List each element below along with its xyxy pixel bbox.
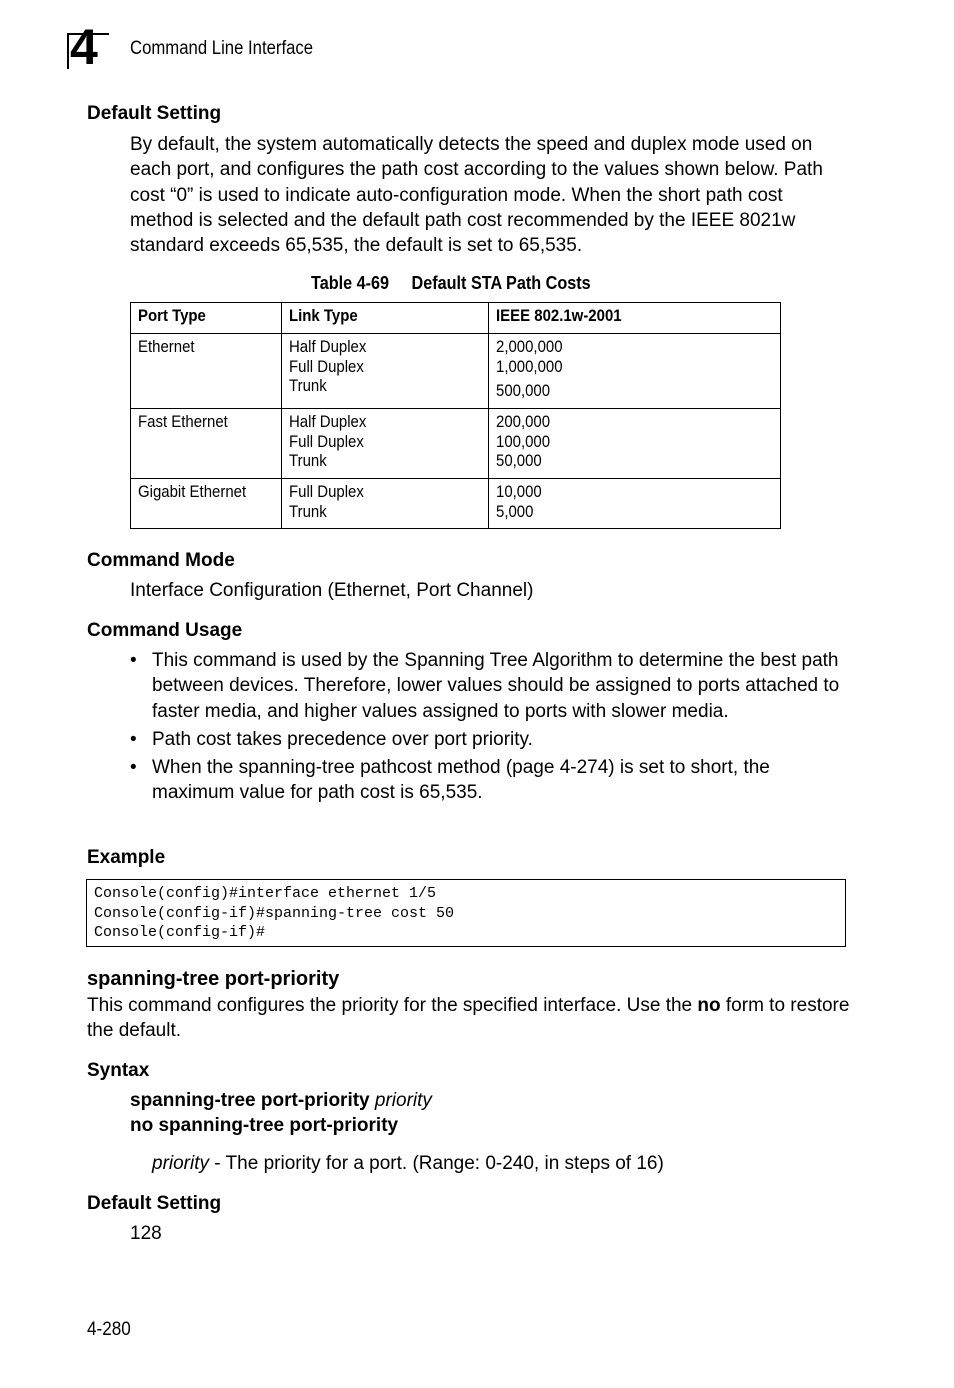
command-usage-heading: Command Usage xyxy=(87,620,243,641)
chapter-number: 4 xyxy=(70,19,97,75)
table-row xyxy=(131,479,781,529)
code-example xyxy=(86,879,846,947)
example-heading: Example xyxy=(87,847,166,868)
running-header-title: Command Line Interface xyxy=(130,38,314,59)
table-cell-link-type: Full Duplex Trunk xyxy=(281,479,488,529)
table-caption: Table 4-69 Default STA Path Costs xyxy=(311,273,591,293)
default-setting-paragraph: By default, the system automatically detects the speed and duplex mode used on each port, and configures the path cost according to the values shown below. Path cost “0” is used to indicate auto-configuration mode. When the short path cost method is selected and the default path cost recommended by the IEEE 8021w standard exceeds 65,535, the default is set to 65,535. xyxy=(130,134,823,257)
path-cost-table xyxy=(130,302,781,529)
command-mode-text: Interface Configuration (Ethernet, Port Channel) xyxy=(130,580,534,601)
table-cell-link-type: Half Duplex Full Duplex Trunk xyxy=(281,334,488,409)
table-cell-port-type: Ethernet xyxy=(131,334,282,409)
column-header: Port Type xyxy=(131,303,282,334)
table-cell-cost: 200,000 100,000 50,000 xyxy=(488,409,780,479)
syntax-line-2: no spanning-tree port-priority xyxy=(130,1115,399,1136)
code-line: Console(config)#interface ethernet 1/5 xyxy=(94,885,437,902)
list-item: • When the spanning-tree pathcost method (page 4-274) is set to short, the maximum value for path cost is 65,535. xyxy=(130,755,850,806)
column-header: IEEE 802.1w-2001 xyxy=(488,303,780,334)
table-header-row xyxy=(131,303,781,334)
table-cell-cost: 2,000,000 1,000,000 500,000 xyxy=(488,334,780,409)
code-line: Console(config-if)# xyxy=(94,924,266,941)
section-title: spanning-tree port-priority xyxy=(87,968,340,990)
table-cell-link-type: Half Duplex Full Duplex Trunk xyxy=(281,409,488,479)
table-row xyxy=(131,409,781,479)
table-row xyxy=(131,334,781,409)
list-item: • Path cost takes precedence over port priority. xyxy=(130,727,850,752)
default-setting-heading: Default Setting xyxy=(87,103,222,124)
default-setting-value: 128 xyxy=(130,1223,162,1244)
syntax-heading: Syntax xyxy=(87,1060,150,1081)
command-usage-list xyxy=(130,648,850,806)
default-setting-heading-2: Default Setting xyxy=(87,1193,222,1214)
code-line: Console(config-if)#spanning-tree cost 50 xyxy=(94,904,455,922)
table-cell-port-type: Fast Ethernet xyxy=(131,409,282,479)
syntax-line-1: spanning-tree port-priority priority xyxy=(130,1090,432,1111)
page-number: 4-280 xyxy=(87,1319,131,1340)
section-description: This command configures the priority for the specified interface. Use the no form to restore the default. xyxy=(87,995,850,1042)
table-cell-cost: 10,000 5,000 xyxy=(488,479,780,529)
list-item: • This command is used by the Spanning Tree Algorithm to determine the best path between devices. Therefore, lower values should be assigned to ports attached to faster media, and higher values assigned to ports with slower media. xyxy=(130,648,850,724)
command-mode-heading: Command Mode xyxy=(87,550,235,571)
syntax-parameter: priority - The priority for a port. (Range: 0-240, in steps of 16) xyxy=(152,1153,664,1174)
column-header: Link Type xyxy=(281,303,488,334)
table-cell-port-type: Gigabit Ethernet xyxy=(131,479,282,529)
